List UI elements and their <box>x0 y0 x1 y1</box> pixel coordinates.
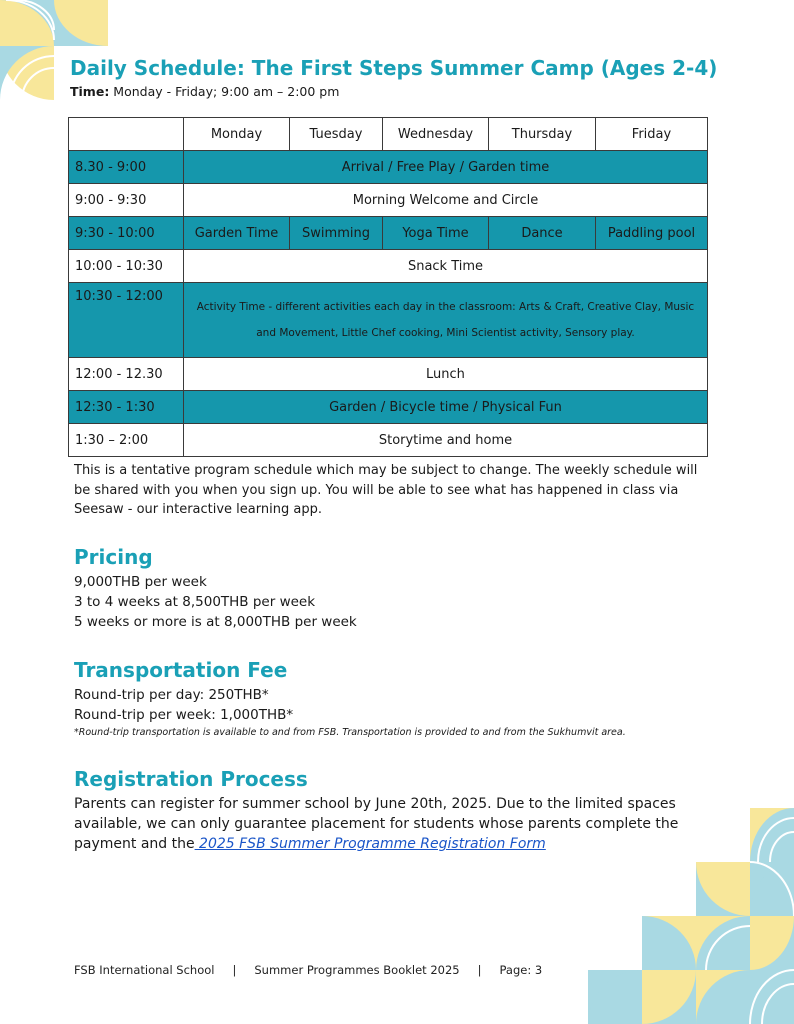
activity-cell: Snack Time <box>184 250 708 283</box>
day-header: Friday <box>596 118 708 151</box>
registration-heading: Registration Process <box>74 767 308 791</box>
schedule-table <box>68 117 708 457</box>
table-row <box>69 217 708 250</box>
registration-form-link[interactable]: 2025 FSB Summer Programme Registration Form <box>194 836 546 852</box>
time-cell: 1:30 – 2:00 <box>69 424 184 457</box>
table-row <box>69 151 708 184</box>
transport-footnote: *Round-trip transportation is available to and from FSB. Transportation is provided to and from the Sukhumvit area. <box>74 727 626 738</box>
activity-cell: Morning Welcome and Circle <box>184 184 708 217</box>
transport-line: Round-trip per week: 1,000THB* <box>74 707 294 723</box>
activity-cell: Swimming <box>290 217 383 250</box>
table-row <box>69 424 708 457</box>
day-header: Wednesday <box>383 118 489 151</box>
activity-cell: Storytime and home <box>184 424 708 457</box>
pricing-line: 5 weeks or more is at 8,000THB per week <box>74 614 357 630</box>
table-header-row <box>69 118 708 151</box>
table-row <box>69 358 708 391</box>
day-header: Tuesday <box>290 118 383 151</box>
footer-separator: | <box>232 963 237 977</box>
transport-heading: Transportation Fee <box>74 658 288 682</box>
time-info <box>70 84 339 99</box>
footer <box>74 963 542 977</box>
activity-cell: Lunch <box>184 358 708 391</box>
time-value: Monday - Friday; 9:00 am – 2:00 pm <box>109 84 340 99</box>
table-row <box>69 391 708 424</box>
activity-cell: Paddling pool <box>596 217 708 250</box>
registration-text <box>74 794 714 854</box>
activity-cell: Garden / Bicycle time / Physical Fun <box>184 391 708 424</box>
day-header: Monday <box>184 118 290 151</box>
transport-line: Round-trip per day: 250THB* <box>74 687 269 703</box>
page-title: Daily Schedule: The First Steps Summer Camp (Ages 2-4) <box>70 56 718 80</box>
header-empty-cell <box>69 118 184 151</box>
activity-cell: Activity Time - different activities each day in the classroom: Arts & Craft, Creative Clay, Music and Movement, Little Chef cooking, Mini Scientist activity, Sensory play. <box>184 283 708 358</box>
time-cell: 10:30 - 12:00 <box>69 283 184 358</box>
day-header: Thursday <box>489 118 596 151</box>
footer-page: Page: 3 <box>499 963 543 977</box>
table-row <box>69 250 708 283</box>
time-cell: 10:00 - 10:30 <box>69 250 184 283</box>
footer-booklet: Summer Programmes Booklet 2025 <box>254 963 460 977</box>
activity-cell: Garden Time <box>184 217 290 250</box>
activity-cell: Arrival / Free Play / Garden time <box>184 151 708 184</box>
time-label: Time: <box>70 84 110 99</box>
pricing-heading: Pricing <box>74 545 153 569</box>
pricing-line: 9,000THB per week <box>74 574 207 590</box>
schedule-note: This is a tentative program schedule which may be subject to change. The weekly schedule will be shared with you when you sign up. You will be able to see what has happened in class via Seesaw - our interactive learning app. <box>74 463 698 517</box>
time-cell: 9:00 - 9:30 <box>69 184 184 217</box>
registration-body: Parents can register for summer school by June 20th, 2025. Due to the limited spaces available, we can only guarantee placement for students whose parents complete the payment and the <box>74 796 679 852</box>
time-cell: 9:30 - 10:00 <box>69 217 184 250</box>
activity-cell: Dance <box>489 217 596 250</box>
activity-cell: Yoga Time <box>383 217 489 250</box>
footer-school: FSB International School <box>74 963 215 977</box>
pricing-line: 3 to 4 weeks at 8,500THB per week <box>74 594 316 610</box>
table-row <box>69 283 708 358</box>
time-cell: 12:00 - 12.30 <box>69 358 184 391</box>
table-row <box>69 184 708 217</box>
time-cell: 8.30 - 9:00 <box>69 151 184 184</box>
time-cell: 12:30 - 1:30 <box>69 391 184 424</box>
footer-separator: | <box>477 963 482 977</box>
